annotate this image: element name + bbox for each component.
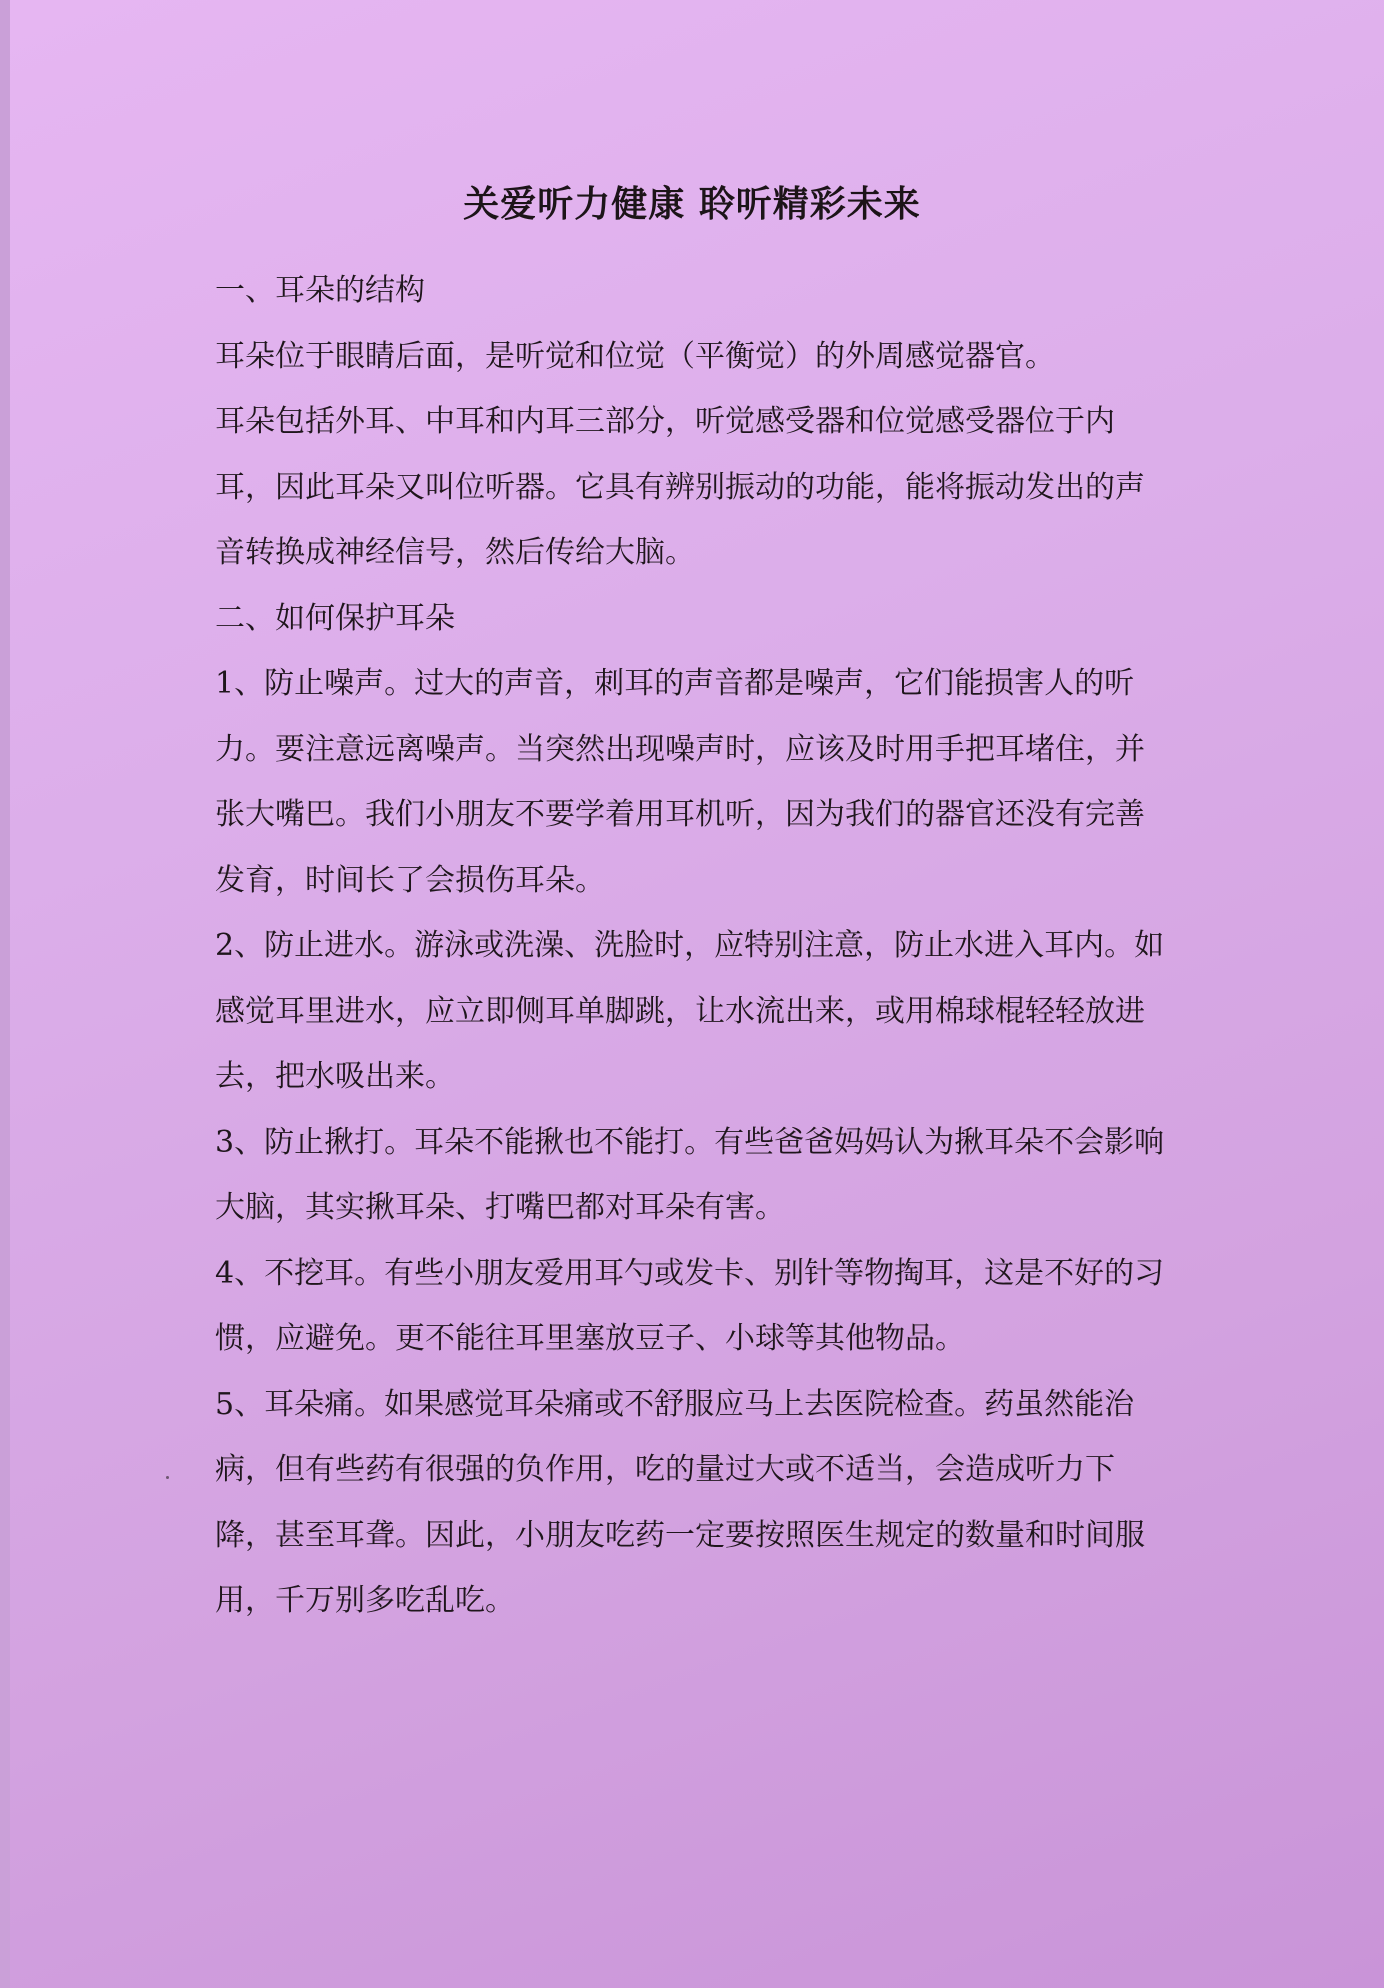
list-item-line: 1、防止噪声。过大的声音，刺耳的声音都是噪声，它们能损害人的听: [215, 666, 1135, 701]
list-item-line: 张大嘴巴。我们小朋友不要学着用耳机听，因为我们的器官还没有完善: [215, 797, 1145, 832]
list-item-line: 降，甚至耳聋。因此，小朋友吃药一定要按照医生规定的数量和时间服: [215, 1517, 1145, 1553]
list-item-line: 感觉耳里进水，应立即侧耳单脚跳，让水流出来，或用棉球棍轻轻放进: [215, 993, 1145, 1029]
list-item-line: 4、不挖耳。有些小朋友爱用耳勺或发卡、别针等物掏耳，这是不好的习: [215, 1255, 1165, 1291]
body-line: 耳，因此耳朵又叫位听器。它具有辨别振动的功能，能将振动发出的声: [215, 469, 1145, 505]
list-item-line: 2、防止进水。游泳或洗澡、洗脸时，应特别注意，防止水进入耳内。如: [215, 928, 1165, 963]
list-item-line: 大脑，其实揪耳朵、打嘴巴都对耳朵有害。: [215, 1190, 785, 1225]
list-item-line: 病，但有些药有很强的负作用，吃的量过大或不适当，会造成听力下: [215, 1452, 1115, 1487]
list-item-line: 用，千万别多吃乱吃。: [215, 1583, 515, 1618]
list-item-line: 发育，时间长了会损伤耳朵。: [215, 862, 605, 898]
body-line: 音转换成神经信号，然后传给大脑。: [215, 535, 695, 570]
section-heading-ear-protection: 二、如何保护耳朵: [215, 600, 455, 636]
section-heading-ear-structure: 一、耳朵的结构: [215, 273, 425, 308]
body-line: 耳朵位于眼睛后面，是听觉和位觉（平衡觉）的外周感觉器官。: [215, 338, 1055, 374]
document-body: [215, 258, 1245, 1634]
document-title: 关爱听力健康 聆听精彩未来: [463, 183, 921, 225]
ink-speck: [166, 1476, 169, 1479]
list-item-line: 力。要注意远离噪声。当突然出现噪声时，应该及时用手把耳堵住，并: [215, 731, 1145, 767]
list-item-line: 5、耳朵痛。如果感觉耳朵痛或不舒服应马上去医院检查。药虽然能治: [215, 1386, 1135, 1422]
body-line: 耳朵包括外耳、中耳和内耳三部分，听觉感受器和位觉感受器位于内: [215, 404, 1115, 439]
list-item-line: 去，把水吸出来。: [215, 1059, 455, 1094]
list-item-line: 惯，应避免。更不能往耳里塞放豆子、小球等其他物品。: [215, 1321, 965, 1356]
list-item-line: 3、防止揪打。耳朵不能揪也不能打。有些爸爸妈妈认为揪耳朵不会影响: [215, 1124, 1165, 1160]
